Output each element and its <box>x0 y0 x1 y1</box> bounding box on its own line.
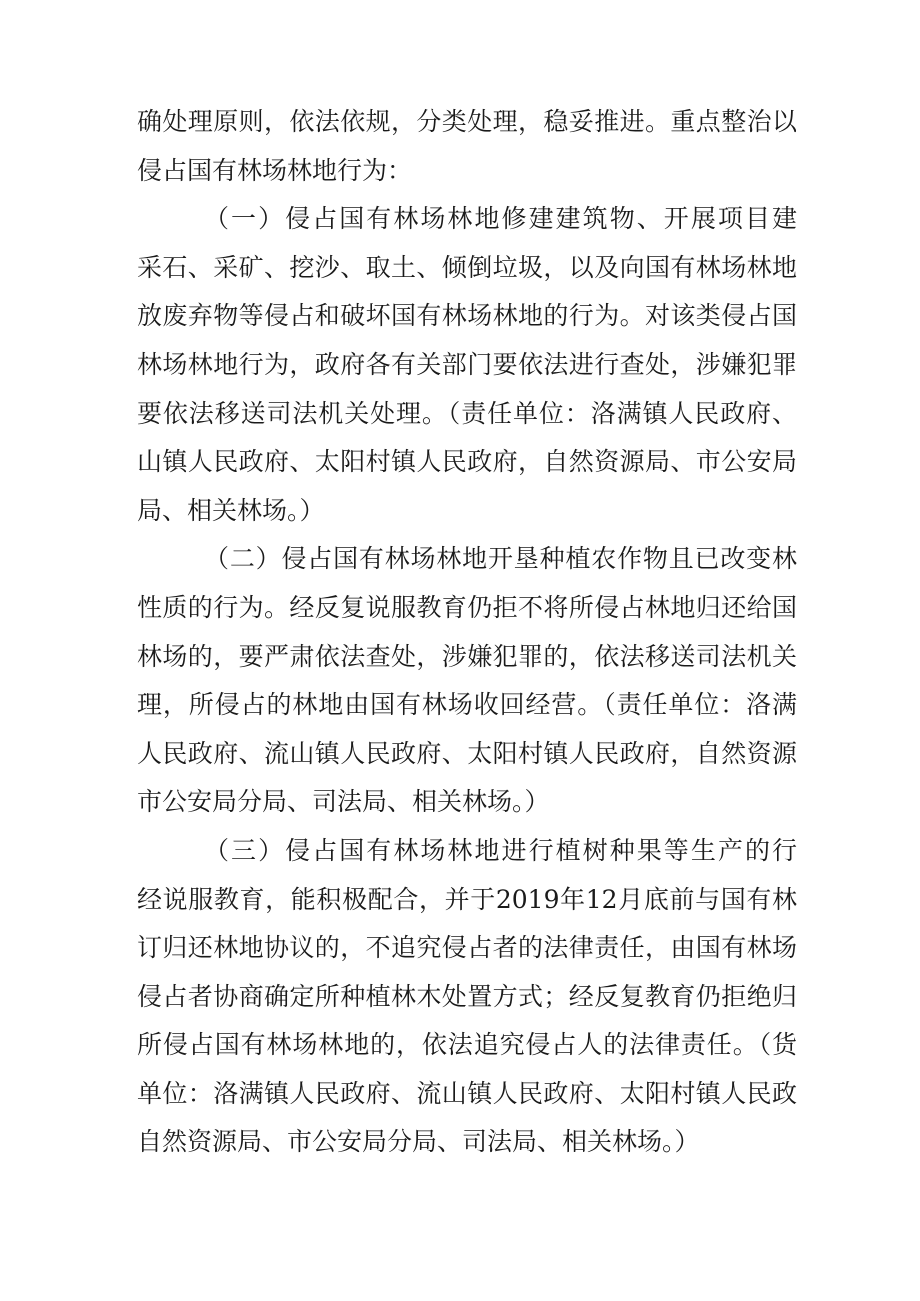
text-line: 确处理原则，依法依规，分类处理，稳妥推进。重点整治以 <box>137 107 797 136</box>
text-line: 侵占者协商确定所种植林木处置方式；经反复教育仍拒绝归 <box>137 981 797 1011</box>
text-line: 订归还林地协议的，不追究侵占者的法律责任，由国有林场 <box>137 933 797 963</box>
text-line: 林场林地行为，政府各有关部门要依法进行查处，涉嫌犯罪 <box>137 349 797 379</box>
text-line: 林场的，要严肃依法查处，涉嫌犯罪的，依法移送司法机关 <box>137 641 797 671</box>
document-body <box>137 98 797 1167</box>
text-line: 理，所侵占的林地由国有林场收回经营。（责任单位：洛满 <box>137 690 797 720</box>
text-line: （二）侵占国有林场林地开垦种植农作物且已改变林 <box>204 544 797 574</box>
text-line: 所侵占国有林场林地的，依法追究侵占人的法律责任。（货 <box>137 1030 797 1060</box>
text-line: 放废弃物等侵占和破坏国有林场林地的行为。对该类侵占国 <box>137 301 797 331</box>
text-line: 单位：洛满镇人民政府、流山镇人民政府、太阳村镇人民政 <box>137 1078 797 1108</box>
text-line: （一）侵占国有林场林地修建建筑物、开展项目建 <box>204 204 797 234</box>
text-line: （三）侵占国有林场林地进行植树种果等生产的行 <box>204 835 797 865</box>
text-line: 山镇人民政府、太阳村镇人民政府，自然资源局、市公安局 <box>137 447 797 477</box>
text-line: 市公安局分局、司法局、相关林场。） <box>137 787 550 817</box>
text-line: 局、相关林场。） <box>137 495 325 525</box>
text-line: 自然资源局、市公安局分局、司法局、相关林场。） <box>137 1127 700 1157</box>
text-line: 性质的行为。经反复说服教育仍拒不将所侵占林地归还给国 <box>137 592 797 622</box>
text-line: 人民政府、流山镇人民政府、太阳村镇人民政府，自然资源 <box>137 738 797 768</box>
text-line: 经说服教育，能积极配合，并于2019年12月底前与国有林 <box>137 884 797 914</box>
text-line: 采石、采矿、挖沙、取土、倾倒垃圾，以及向国有林场林地 <box>137 252 797 282</box>
text-line: 侵占国有林场林地行为： <box>137 155 413 185</box>
text-line: 要依法移送司法机关处理。（责任单位：洛满镇人民政府、 <box>137 398 797 428</box>
